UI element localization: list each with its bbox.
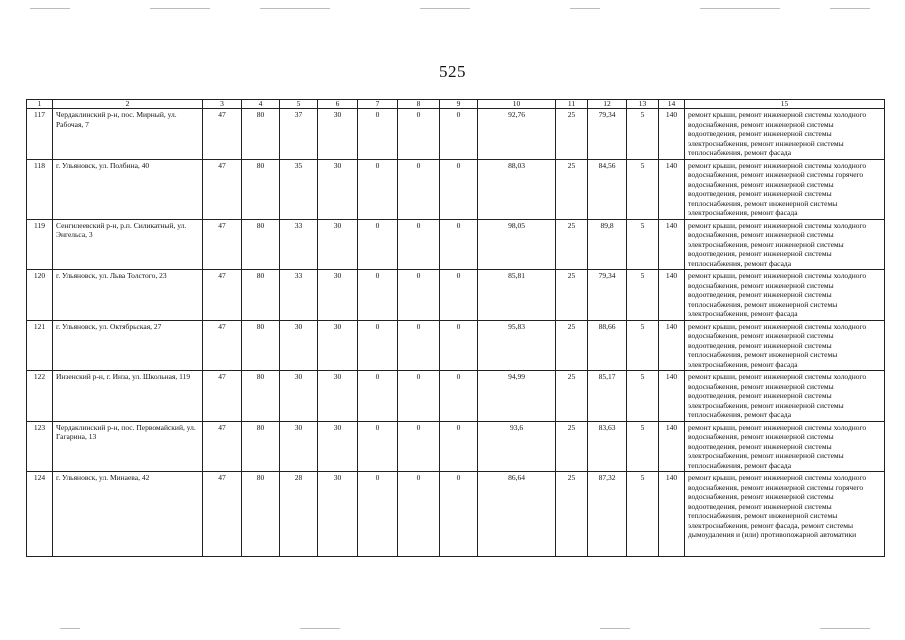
table-row (27, 320, 885, 371)
value-cell: 37 (280, 109, 318, 160)
column-header: 11 (556, 100, 588, 109)
address-cell: г. Ульяновск, ул. Полбина, 40 (53, 159, 203, 219)
value-cell: 140 (659, 371, 685, 422)
value-cell: 0 (440, 219, 478, 270)
value-cell: 140 (659, 159, 685, 219)
value-cell: 79,34 (588, 109, 627, 160)
value-cell: 0 (398, 109, 440, 160)
works-cell: ремонт крыши, ремонт инженерной системы холодного водоснабжения, ремонт инженерной системы водоотведения, ремонт инженерной системы теплоснабжения, ремонт инженерной системы электроснабжения, ремонт фасада (685, 320, 885, 371)
address-cell: Инзенский р-н, г. Инза, ул. Школьная, 119 (53, 371, 203, 422)
value-cell: 0 (398, 371, 440, 422)
value-cell: 86,64 (478, 472, 556, 557)
value-cell: 0 (358, 159, 398, 219)
value-cell: 89,8 (588, 219, 627, 270)
value-cell: 92,76 (478, 109, 556, 160)
value-cell: 30 (318, 371, 358, 422)
column-header: 4 (242, 100, 280, 109)
value-cell: 5 (627, 109, 659, 160)
column-header: 6 (318, 100, 358, 109)
address-cell: Чердаклинский р-н, пос. Первомайский, ул. Гагарина, 13 (53, 421, 203, 472)
value-cell: 25 (556, 159, 588, 219)
value-cell: 0 (398, 159, 440, 219)
table-row (27, 109, 885, 160)
value-cell: 25 (556, 109, 588, 160)
value-cell: 140 (659, 219, 685, 270)
value-cell: 80 (242, 109, 280, 160)
works-cell: ремонт крыши, ремонт инженерной системы холодного водоснабжения, ремонт инженерной системы водоотведения, ремонт инженерной системы электроснабжения, ремонт инженерной системы теплоснабжения, ремонт фасада (685, 371, 885, 422)
registry-table (26, 99, 885, 557)
value-cell: 5 (627, 270, 659, 321)
value-cell: 80 (242, 472, 280, 557)
value-cell: 87,32 (588, 472, 627, 557)
column-header: 7 (358, 100, 398, 109)
value-cell: 0 (440, 320, 478, 371)
address-cell: г. Ульяновск, ул. Октябрьская, 27 (53, 320, 203, 371)
value-cell: 0 (398, 421, 440, 472)
value-cell: 80 (242, 320, 280, 371)
value-cell: 80 (242, 421, 280, 472)
value-cell: 30 (280, 421, 318, 472)
value-cell: 140 (659, 320, 685, 371)
value-cell: 47 (203, 219, 242, 270)
value-cell: 0 (440, 270, 478, 321)
value-cell: 47 (203, 472, 242, 557)
value-cell: 0 (358, 320, 398, 371)
column-number-row (27, 100, 885, 109)
value-cell: 80 (242, 371, 280, 422)
table-row (27, 371, 885, 422)
value-cell: 85,17 (588, 371, 627, 422)
column-header: 8 (398, 100, 440, 109)
value-cell: 30 (318, 472, 358, 557)
column-header: 2 (53, 100, 203, 109)
row-number-cell: 123 (27, 421, 53, 472)
column-header: 9 (440, 100, 478, 109)
row-number-cell: 124 (27, 472, 53, 557)
value-cell: 0 (398, 472, 440, 557)
works-cell: ремонт крыши, ремонт инженерной системы холодного водоснабжения, ремонт инженерной системы электроснабжения, ремонт инженерной системы водоотведения, ремонт инженерной системы теплоснабжения, ремонт фасада (685, 219, 885, 270)
value-cell: 47 (203, 320, 242, 371)
value-cell: 80 (242, 159, 280, 219)
column-header: 3 (203, 100, 242, 109)
value-cell: 0 (440, 371, 478, 422)
value-cell: 25 (556, 421, 588, 472)
value-cell: 0 (440, 159, 478, 219)
value-cell: 0 (398, 219, 440, 270)
value-cell: 5 (627, 472, 659, 557)
value-cell: 5 (627, 320, 659, 371)
value-cell: 140 (659, 421, 685, 472)
value-cell: 30 (318, 219, 358, 270)
value-cell: 98,05 (478, 219, 556, 270)
column-header: 5 (280, 100, 318, 109)
works-cell: ремонт крыши, ремонт инженерной системы холодного водоснабжения, ремонт инженерной системы водоотведения, ремонт инженерной системы электроснабжения, ремонт инженерной системы теплоснабжения, ремонт фасада (685, 421, 885, 472)
value-cell: 30 (318, 421, 358, 472)
value-cell: 0 (358, 371, 398, 422)
table-row (27, 472, 885, 557)
value-cell: 30 (280, 371, 318, 422)
column-header: 10 (478, 100, 556, 109)
column-header: 14 (659, 100, 685, 109)
value-cell: 25 (556, 270, 588, 321)
works-cell: ремонт крыши, ремонт инженерной системы холодного водоснабжения, ремонт инженерной системы горячего водоснабжения, ремонт инженерной системы водоотведения, ремонт инженерной системы теплоснабжения, ремонт инженерной системы электроснабжения, ремонт фасада (685, 159, 885, 219)
value-cell: 140 (659, 472, 685, 557)
value-cell: 47 (203, 109, 242, 160)
row-number-cell: 118 (27, 159, 53, 219)
address-cell: Сенгилеевский р-н, р.п. Силикатный, ул. Энгельса, 3 (53, 219, 203, 270)
value-cell: 0 (440, 421, 478, 472)
works-cell: ремонт крыши, ремонт инженерной системы холодного водоснабжения, ремонт инженерной системы водоотведения, ремонт инженерной системы электроснабжения, ремонт инженерной системы теплоснабжения, ремонт фасада (685, 109, 885, 160)
value-cell: 30 (318, 270, 358, 321)
column-header: 15 (685, 100, 885, 109)
value-cell: 0 (358, 270, 398, 321)
value-cell: 5 (627, 219, 659, 270)
address-cell: г. Ульяновск, ул. Льва Толстого, 23 (53, 270, 203, 321)
column-header: 12 (588, 100, 627, 109)
value-cell: 25 (556, 371, 588, 422)
page-number: 525 (439, 62, 466, 81)
row-number-cell: 120 (27, 270, 53, 321)
value-cell: 30 (318, 320, 358, 371)
value-cell: 33 (280, 270, 318, 321)
value-cell: 140 (659, 270, 685, 321)
value-cell: 95,83 (478, 320, 556, 371)
address-cell: г. Ульяновск, ул. Минаева, 42 (53, 472, 203, 557)
value-cell: 88,03 (478, 159, 556, 219)
value-cell: 0 (440, 472, 478, 557)
value-cell: 79,34 (588, 270, 627, 321)
value-cell: 84,56 (588, 159, 627, 219)
value-cell: 33 (280, 219, 318, 270)
value-cell: 80 (242, 219, 280, 270)
value-cell: 25 (556, 472, 588, 557)
table-row (27, 270, 885, 321)
row-number-cell: 121 (27, 320, 53, 371)
scan-artifact-top (0, 8, 905, 14)
value-cell: 35 (280, 159, 318, 219)
table-row (27, 421, 885, 472)
value-cell: 88,66 (588, 320, 627, 371)
works-cell: ремонт крыши, ремонт инженерной системы холодного водоснабжения, ремонт инженерной системы водоотведения, ремонт инженерной системы теплоснабжения, ремонт инженерной системы электроснабжения, ремонт фасада (685, 270, 885, 321)
row-number-cell: 122 (27, 371, 53, 422)
value-cell: 0 (398, 320, 440, 371)
value-cell: 80 (242, 270, 280, 321)
value-cell: 83,63 (588, 421, 627, 472)
value-cell: 47 (203, 270, 242, 321)
value-cell: 25 (556, 219, 588, 270)
value-cell: 94,99 (478, 371, 556, 422)
value-cell: 0 (440, 109, 478, 160)
value-cell: 0 (358, 421, 398, 472)
table-row (27, 219, 885, 270)
value-cell: 30 (280, 320, 318, 371)
scan-artifact-bottom (0, 628, 905, 634)
row-number-cell: 119 (27, 219, 53, 270)
value-cell: 5 (627, 371, 659, 422)
row-number-cell: 117 (27, 109, 53, 160)
value-cell: 5 (627, 159, 659, 219)
table-row (27, 159, 885, 219)
value-cell: 30 (318, 109, 358, 160)
column-header: 13 (627, 100, 659, 109)
value-cell: 85,81 (478, 270, 556, 321)
value-cell: 47 (203, 421, 242, 472)
column-header: 1 (27, 100, 53, 109)
value-cell: 0 (358, 109, 398, 160)
value-cell: 140 (659, 109, 685, 160)
value-cell: 0 (398, 270, 440, 321)
value-cell: 0 (358, 472, 398, 557)
works-cell: ремонт крыши, ремонт инженерной системы холодного водоснабжения, ремонт инженерной системы горячего водоснабжения, ремонт инженерной системы водоотведения, ремонт инженерной системы теплоснабжения, ремонт инженерной системы электроснабжения, ремонт фасада, ремонт системы дымоудаления и (или) противопожарной автоматики (685, 472, 885, 557)
value-cell: 47 (203, 371, 242, 422)
value-cell: 25 (556, 320, 588, 371)
value-cell: 28 (280, 472, 318, 557)
value-cell: 93,6 (478, 421, 556, 472)
value-cell: 47 (203, 159, 242, 219)
value-cell: 30 (318, 159, 358, 219)
value-cell: 5 (627, 421, 659, 472)
value-cell: 0 (358, 219, 398, 270)
address-cell: Чердаклинский р-н, пос. Мирный, ул. Рабочая, 7 (53, 109, 203, 160)
